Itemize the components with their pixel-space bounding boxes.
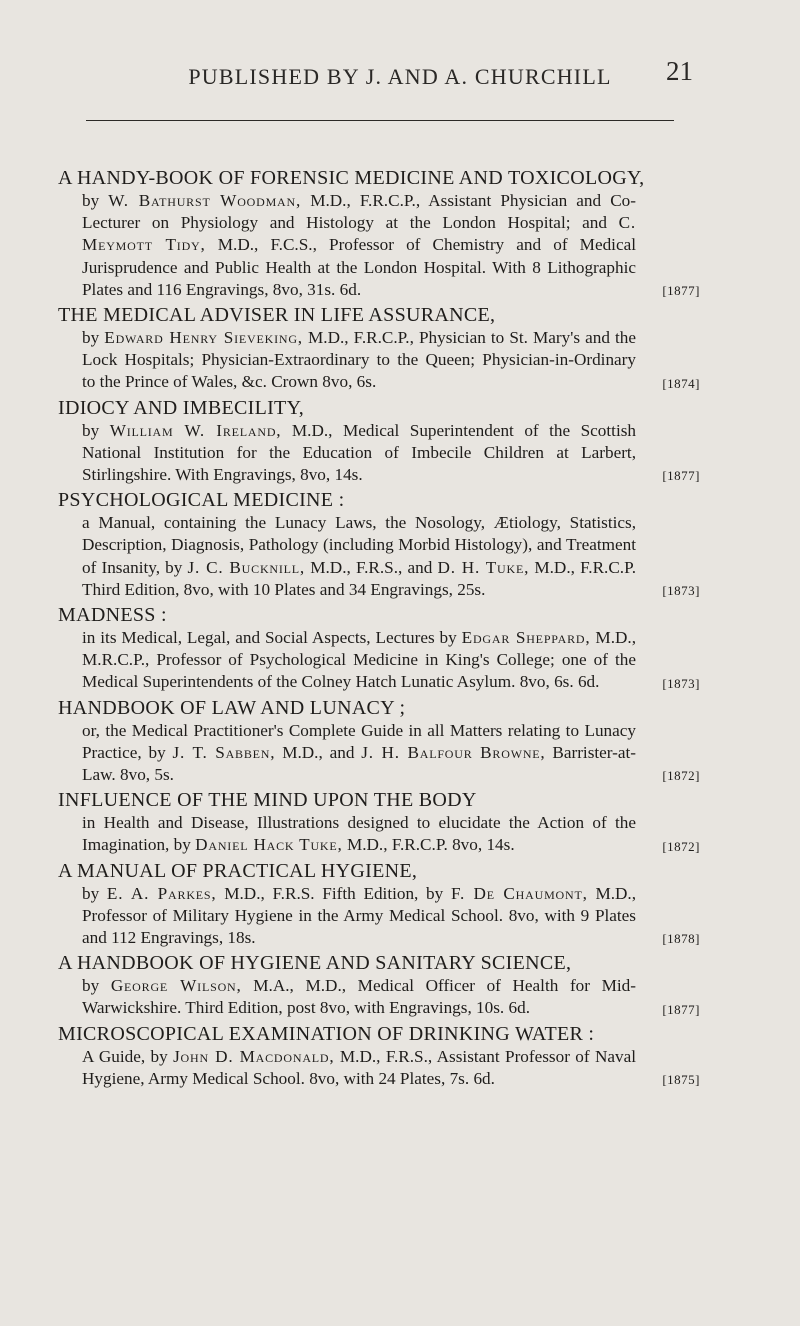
entry-year: [ 1875 ] [662,1072,700,1088]
entry-text: M.D., F.R.C.P. Third Edition, 8vo, with 10 Plates and 34 Engravings, 25s. [82,557,637,599]
entry-author: D. H. Tuke, [437,557,530,577]
entry-author: J. T. Sabben, [172,742,276,762]
header-rule [86,120,674,121]
entry-author: William W. Ireland, [109,420,282,440]
entry-title: A HANDBOOK OF HYGIENE AND SANITARY SCIENCE, [58,952,572,975]
entry-text: M.D., and [282,742,355,762]
entry-year: [ 1878 ] [662,931,700,947]
catalogue-entry [58,166,700,301]
entry-title: MADNESS : [58,604,167,627]
catalogue-entry [58,603,700,694]
entry-author: J. H. Balfour Browne, [361,742,546,762]
entry-title: IDIOCY AND IMBECILITY, [58,396,305,419]
entry-description [58,327,700,394]
entry-text: Barrister-at-Law. 8vo, 5s. [82,742,637,785]
entry-title: HANDBOOK OF LAW AND LUNACY ; [58,696,406,719]
entry-year: [ 1877 ] [662,1002,700,1018]
entry-text: M.D., F.R.C.P., Physician to St. Mary's and the Lock Hospitals; Physician-Extraordinary to the Queen; Physician-in-Ordinary to the Prince of Wales, &c. Crown 8vo, 6s. [82,328,636,392]
catalogue-entry [58,951,700,1019]
entry-author: J. C. Bucknill, [187,557,306,577]
entry-year: [ 1872 ] [662,839,700,855]
entry-description [58,420,700,487]
entry-title: A HANDY-BOOK OF FORENSIC MEDICINE AND TOXICOLOGY, [58,167,645,189]
entry-author: John D. Macdonald, [173,1046,335,1066]
entry-text: in Health and Disease, Illustrations designed to elucidate the Action of the Imagination, by [82,813,636,855]
entry-author: Daniel Hack Tuke, [195,835,343,855]
page-number: 21 [666,56,693,86]
entry-text: M.D., Professor of Military Hygiene in the Army Medical School. 8vo, with 9 Plates and 112 Engravings, 18s. [82,883,637,948]
entry-author: George Wilson, [110,976,242,996]
entry-text: A Guide, by [82,1046,168,1066]
entry-author: C. Meymott Tidy, [82,213,636,255]
entry-description [58,812,700,856]
entry-text: by [82,883,100,903]
entry-description [58,720,700,787]
entry-year: [ 1873 ] [662,583,700,599]
entry-text: M.D., F.C.S., Professor of Chemistry and of Medical Jurisprudence and Public Health at the London Hospital. With 8 Lithographic Plates and 116 Engravings, 8vo, 31s. 6d. [82,235,636,299]
entry-text: M.D., F.R.C.P., Assistant Physician and Co-Lecturer on Physiology and Histology at the London Hospital; and [82,191,636,233]
entry-text: in its Medical, Legal, and Social Aspects, Lectures by [82,628,457,648]
entry-text: M.D., F.R.S. Fifth Edition, by [224,883,444,903]
entry-author: W. Bathurst Woodman, [108,191,302,210]
entry-title: MICROSCOPICAL EXAMINATION OF DRINKING WATER : [58,1022,595,1045]
entry-text: M.A., M.D., Medical Officer of Health for Mid-Warwickshire. Third Edition, post 8vo, with Engravings, 10s. 6d. [82,976,637,1018]
entry-text: by [82,420,100,440]
entry-author: E. A. Parkes, [106,883,217,903]
catalogue-entry [58,396,700,487]
entry-author: Edgar Sheppard, [461,628,591,648]
catalogue-entries [58,166,700,1092]
entry-title: PSYCHOLOGICAL MEDICINE : [58,489,345,512]
entry-text: by [82,191,100,210]
catalogue-entry [58,696,700,787]
entry-text: M.D., F.R.C.P. 8vo, 14s. [346,835,515,855]
entry-title: INFLUENCE OF THE MIND UPON THE BODY [58,789,477,812]
entry-description [58,975,700,1019]
catalogue-entry [58,859,700,950]
entry-text: by [82,976,100,996]
entry-text: by [82,328,100,348]
entry-text: or, the Medical Practitioner's Complete Guide in all Matters relating to Lunacy Practice, by [82,720,636,762]
entry-description [58,1046,700,1090]
entry-year: [ 1877 ] [662,283,700,299]
catalogue-entry [58,488,700,601]
entry-text: M.D., F.R.S., and [310,557,433,577]
entry-text: M.D., M.R.C.P., Professor of Psychological Medicine in King's College; one of the Medical Superintendents of the Colney Hatch Lunatic Asylum. 8vo, 6s. 6d. [82,628,636,692]
catalogue-entry [58,788,700,856]
entry-year: [ 1874 ] [662,376,700,392]
entry-text: a Manual, containing the Lunacy Laws, the Nosology, Ætiology, Statistics, Description, Diagnosis, Pathology (including Morbid Histology), and Treatment of Insanity, by [82,513,636,577]
entry-year: [ 1877 ] [662,468,700,484]
running-head: PUBLISHED BY J. AND A. CHURCHILL [188,64,612,89]
entry-author: F. De Chaumont, [450,883,588,903]
catalogue-entry [58,1022,700,1090]
entry-year: [ 1872 ] [662,768,700,784]
entry-text: M.D., F.R.S., Assistant Professor of Naval Hygiene, Army Medical School. 8vo, with 24 Plates, 7s. 6d. [82,1046,637,1088]
entry-description [58,190,700,301]
catalogue-entry [58,303,700,394]
entry-description [58,627,700,694]
entry-description [58,512,700,601]
entry-description [58,883,700,950]
entry-year: [ 1873 ] [662,676,700,692]
entry-author: Edward Henry Sieveking, [104,328,303,348]
entry-text: M.D., Medical Superintendent of the Scottish National Institution for the Education of Imbecile Children at Larbert, Stirlingshire. With Engravings, 8vo, 14s. [82,420,636,485]
entry-title: THE MEDICAL ADVISER IN LIFE ASSURANCE, [58,304,496,327]
entry-title: A MANUAL OF PRACTICAL HYGIENE, [58,859,418,882]
